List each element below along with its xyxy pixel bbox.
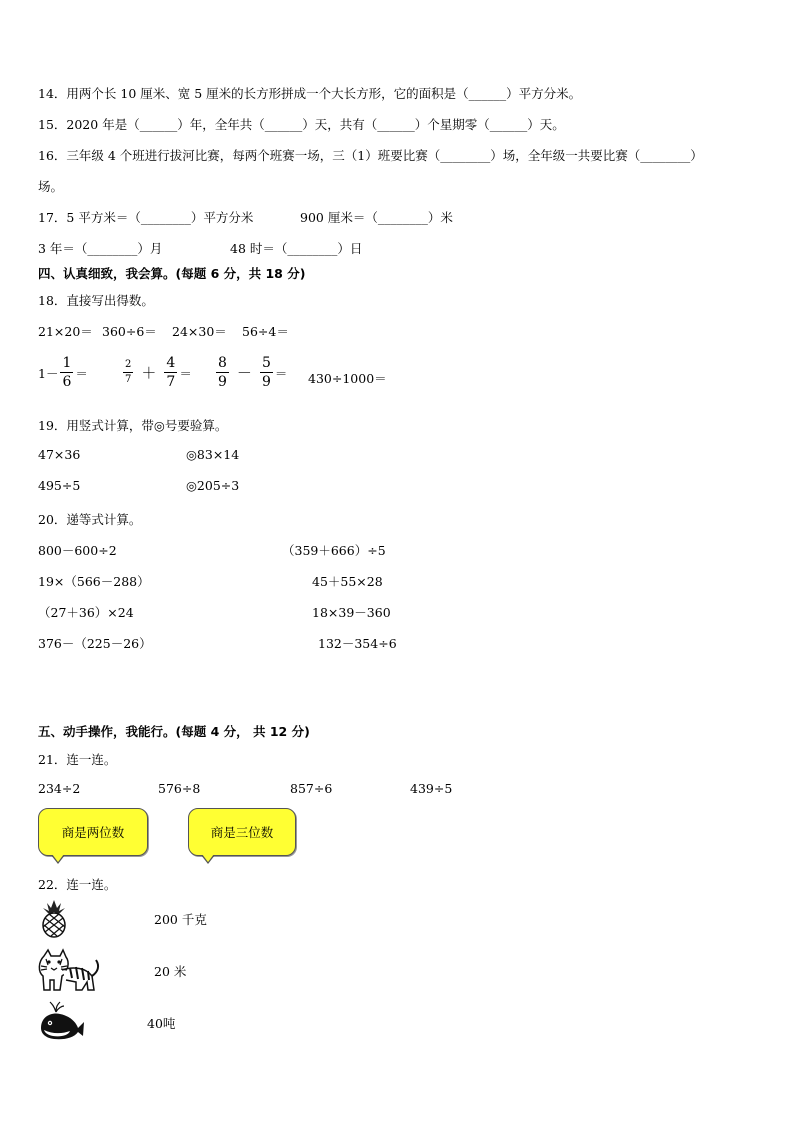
question-15: 15．2020 年是（______）年，全年共（______）天，共有（______）个星期零（______）天。	[38, 117, 565, 132]
q18-item: 24×30＝	[172, 324, 227, 339]
tiger-icon	[38, 946, 102, 994]
bubble-two-digit-quotient: 商是两位数	[38, 808, 148, 856]
fraction: $\frac{8}{9}$	[218, 355, 227, 390]
question-16-line2: 场。	[38, 179, 64, 194]
fraction: $\frac{2}{7}$	[125, 359, 132, 385]
q18-item: 430÷1000＝	[308, 371, 387, 386]
question-20: 20．递等式计算。	[38, 512, 142, 527]
question-16-line1: 16．三年级 4 个班进行拔河比赛，每两个班赛一场，三（1）班要比赛（________）场，全年级一共要比赛（________）	[38, 148, 703, 163]
fraction: $\frac{1}{6}$	[62, 355, 72, 390]
q20-item: 132－354÷6	[318, 636, 397, 651]
q19-item: 495÷5	[38, 478, 81, 493]
q19-item: ◎205÷3	[186, 478, 240, 493]
q19-item: 47×36	[38, 447, 81, 462]
fraction: $\frac{4}{7}$	[166, 355, 176, 390]
q18-item: 56÷4＝	[242, 324, 289, 339]
q20-item: 376－（225－26）	[38, 636, 152, 651]
pineapple-icon	[38, 898, 70, 938]
question-18: 18．直接写出得数。	[38, 293, 154, 308]
question-19: 19．用竖式计算，带◎号要验算。	[38, 418, 228, 433]
question-14: 14．用两个长 10 厘米、宽 5 厘米的长方形拼成一个大长方形，它的面积是（______）平方分米。	[38, 86, 582, 101]
q20-item: （359＋666）÷5	[282, 543, 386, 558]
q20-item: （27＋36）×24	[38, 605, 134, 620]
q18-fraction-c: $\frac{8}{9}$ － $\frac{5}{9}$ ＝	[218, 355, 288, 390]
fraction: $\frac{5}{9}$	[261, 355, 271, 390]
whale-icon	[38, 1000, 86, 1042]
q22-item: 40吨	[147, 1016, 176, 1031]
q18-fraction-a: 1－ $\frac{1}{6}$ ＝	[38, 355, 88, 390]
section-5-heading: 五、动手操作，我能行。(每题 4 分， 共 12 分)	[38, 724, 310, 739]
q21-item: 576÷8	[158, 781, 201, 796]
q21-item: 857÷6	[290, 781, 333, 796]
bubble-three-digit-quotient: 商是三位数	[188, 808, 296, 856]
q20-item: 19×（566－288）	[38, 574, 150, 589]
q18-item: 21×20＝	[38, 324, 93, 339]
q21-item: 439÷5	[410, 781, 453, 796]
q18-fraction-b: $\frac{2}{7}$ ＋ $\frac{4}{7}$ ＝	[125, 355, 192, 390]
question-17-c: 3 年＝（________）月	[38, 241, 163, 256]
section-4-heading: 四、认真细致，我会算。(每题 6 分，共 18 分)	[38, 266, 306, 281]
q20-item: 45＋55×28	[312, 574, 383, 589]
question-21: 21．连一连。	[38, 752, 117, 767]
q18-item: 360÷6＝	[102, 324, 157, 339]
q20-item: 800－600÷2	[38, 543, 117, 558]
question-17-d: 48 时＝（________）日	[230, 241, 363, 256]
q21-item: 234÷2	[38, 781, 81, 796]
q19-item: ◎83×14	[186, 447, 240, 462]
q20-item: 18×39－360	[312, 605, 391, 620]
q22-item: 200 千克	[154, 912, 207, 927]
question-17-b: 900 厘米＝（________）米	[300, 210, 453, 225]
q22-item: 20 米	[154, 964, 187, 979]
question-22: 22．连一连。	[38, 877, 117, 892]
question-17-a: 17．5 平方米＝（________）平方分米	[38, 210, 254, 225]
